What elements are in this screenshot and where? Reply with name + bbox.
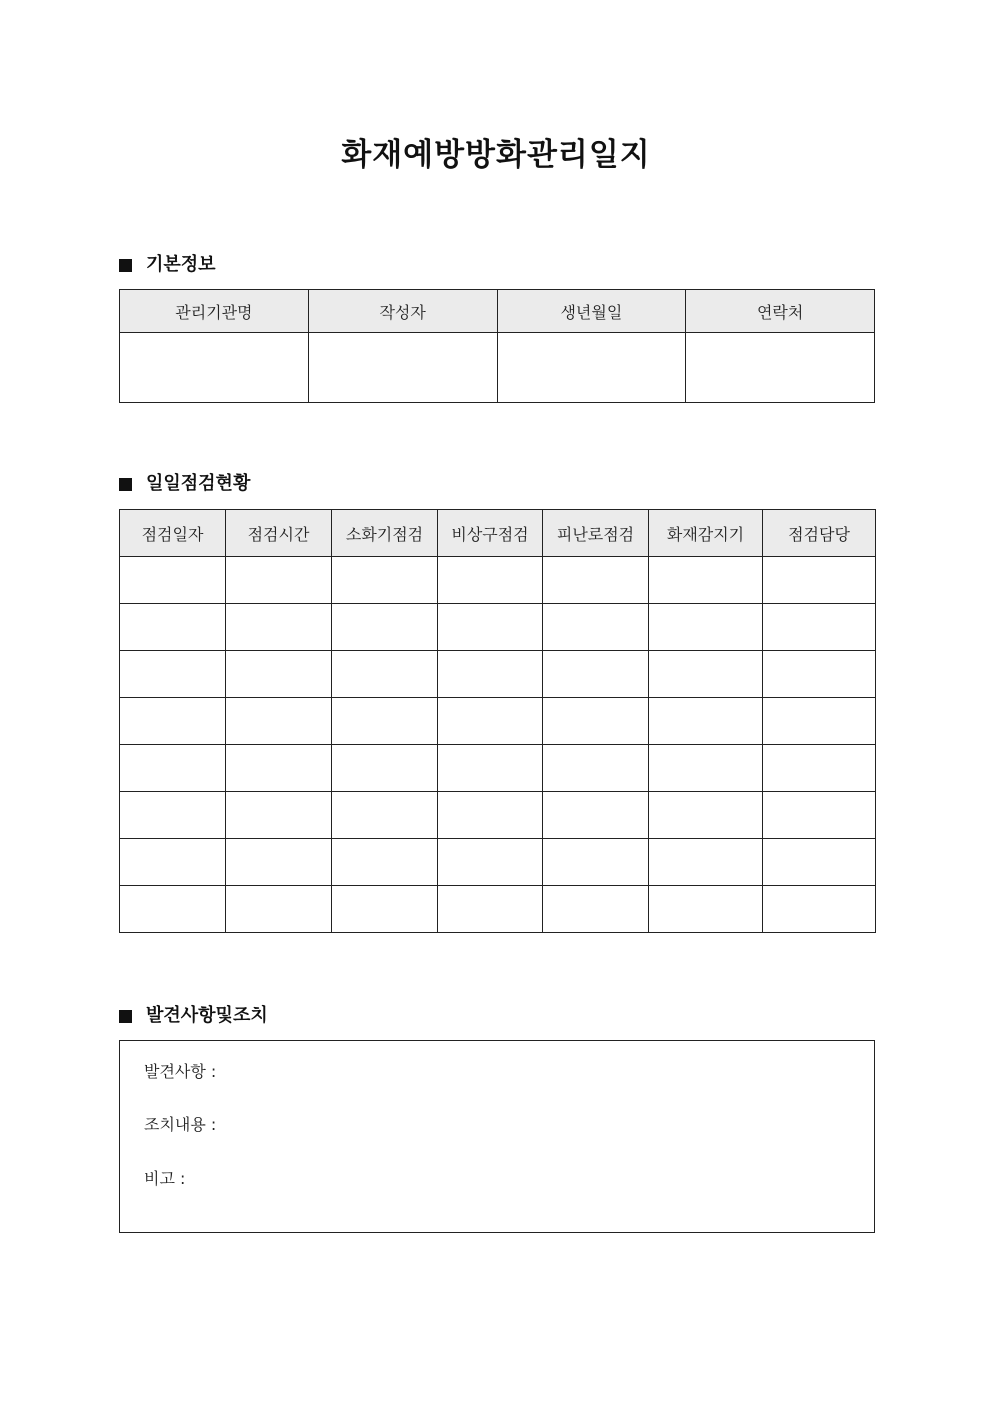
input-cell[interactable]	[120, 792, 226, 839]
header-cell: 점검일자	[120, 510, 226, 557]
section-basic-info-heading: 기본정보	[146, 254, 216, 275]
input-cell[interactable]	[543, 792, 649, 839]
input-cell-contact[interactable]	[686, 333, 875, 403]
input-cell[interactable]	[226, 557, 332, 604]
input-cell[interactable]	[763, 792, 876, 839]
section-basic-info	[119, 253, 216, 277]
input-cell[interactable]	[438, 604, 543, 651]
input-cell[interactable]	[120, 698, 226, 745]
input-cell[interactable]	[332, 792, 438, 839]
header-cell: 작성자	[308, 290, 497, 333]
header-cell: 비상구점검	[438, 510, 543, 557]
header-cell: 화재감지기	[649, 510, 763, 557]
table-row	[120, 333, 875, 403]
input-cell[interactable]	[332, 745, 438, 792]
input-cell[interactable]	[543, 886, 649, 933]
input-cell[interactable]	[649, 792, 763, 839]
square-bullet-icon	[119, 1010, 132, 1023]
table-row	[120, 698, 876, 745]
input-cell[interactable]	[120, 839, 226, 886]
table-row	[120, 745, 876, 792]
input-cell[interactable]	[438, 886, 543, 933]
input-cell[interactable]	[120, 557, 226, 604]
input-cell-birthdate[interactable]	[497, 333, 686, 403]
input-cell[interactable]	[226, 886, 332, 933]
table-header-row	[120, 290, 875, 333]
input-cell[interactable]	[332, 839, 438, 886]
input-cell[interactable]	[120, 886, 226, 933]
findings-label: 발견사항 :	[144, 1062, 217, 1081]
table-row	[120, 886, 876, 933]
input-cell[interactable]	[763, 604, 876, 651]
input-cell[interactable]	[763, 557, 876, 604]
input-cell[interactable]	[438, 698, 543, 745]
input-cell[interactable]	[438, 839, 543, 886]
section-daily-check	[119, 472, 250, 496]
input-cell[interactable]	[226, 698, 332, 745]
input-cell-institution[interactable]	[120, 333, 309, 403]
section-daily-check-heading: 일일점검현황	[146, 473, 251, 494]
input-cell[interactable]	[226, 839, 332, 886]
basic-info-table	[119, 289, 875, 403]
input-cell[interactable]	[649, 604, 763, 651]
section-findings	[119, 1004, 268, 1028]
header-cell: 생년월일	[497, 290, 686, 333]
input-cell[interactable]	[332, 604, 438, 651]
input-cell[interactable]	[438, 745, 543, 792]
header-cell: 연락처	[686, 290, 875, 333]
document-title: 화재예방방화관리일지	[341, 137, 651, 173]
table-header-row	[120, 510, 876, 557]
header-cell: 피난로점검	[543, 510, 649, 557]
square-bullet-icon	[119, 259, 132, 272]
input-cell[interactable]	[120, 604, 226, 651]
header-cell: 점검시간	[226, 510, 332, 557]
input-cell-author[interactable]	[308, 333, 497, 403]
daily-check-table	[119, 509, 876, 933]
input-cell[interactable]	[438, 557, 543, 604]
input-cell[interactable]	[226, 745, 332, 792]
input-cell[interactable]	[226, 651, 332, 698]
input-cell[interactable]	[332, 886, 438, 933]
input-cell[interactable]	[332, 698, 438, 745]
input-cell[interactable]	[763, 651, 876, 698]
input-cell[interactable]	[649, 651, 763, 698]
input-cell[interactable]	[649, 745, 763, 792]
header-cell: 점검담당	[763, 510, 876, 557]
input-cell[interactable]	[649, 886, 763, 933]
table-row	[120, 792, 876, 839]
input-cell[interactable]	[332, 557, 438, 604]
input-cell[interactable]	[543, 604, 649, 651]
input-cell[interactable]	[763, 745, 876, 792]
table-row	[120, 839, 876, 886]
input-cell[interactable]	[543, 745, 649, 792]
table-row	[120, 651, 876, 698]
input-cell[interactable]	[543, 557, 649, 604]
input-cell[interactable]	[226, 604, 332, 651]
input-cell[interactable]	[763, 698, 876, 745]
input-cell[interactable]	[649, 557, 763, 604]
input-cell[interactable]	[649, 839, 763, 886]
action-label: 조치내용 :	[144, 1115, 217, 1134]
input-cell[interactable]	[438, 651, 543, 698]
input-cell[interactable]	[763, 886, 876, 933]
square-bullet-icon	[119, 478, 132, 491]
header-cell: 소화기점검	[332, 510, 438, 557]
input-cell[interactable]	[543, 839, 649, 886]
table-row	[120, 604, 876, 651]
input-cell[interactable]	[543, 698, 649, 745]
input-cell[interactable]	[438, 792, 543, 839]
findings-box[interactable]	[119, 1040, 875, 1233]
header-cell: 관리기관명	[120, 290, 309, 333]
input-cell[interactable]	[763, 839, 876, 886]
input-cell[interactable]	[120, 745, 226, 792]
input-cell[interactable]	[332, 651, 438, 698]
table-row	[120, 557, 876, 604]
input-cell[interactable]	[120, 651, 226, 698]
remarks-label: 비고 :	[144, 1169, 186, 1188]
input-cell[interactable]	[543, 651, 649, 698]
input-cell[interactable]	[226, 792, 332, 839]
input-cell[interactable]	[649, 698, 763, 745]
section-findings-heading: 발견사항및조치	[146, 1005, 268, 1026]
